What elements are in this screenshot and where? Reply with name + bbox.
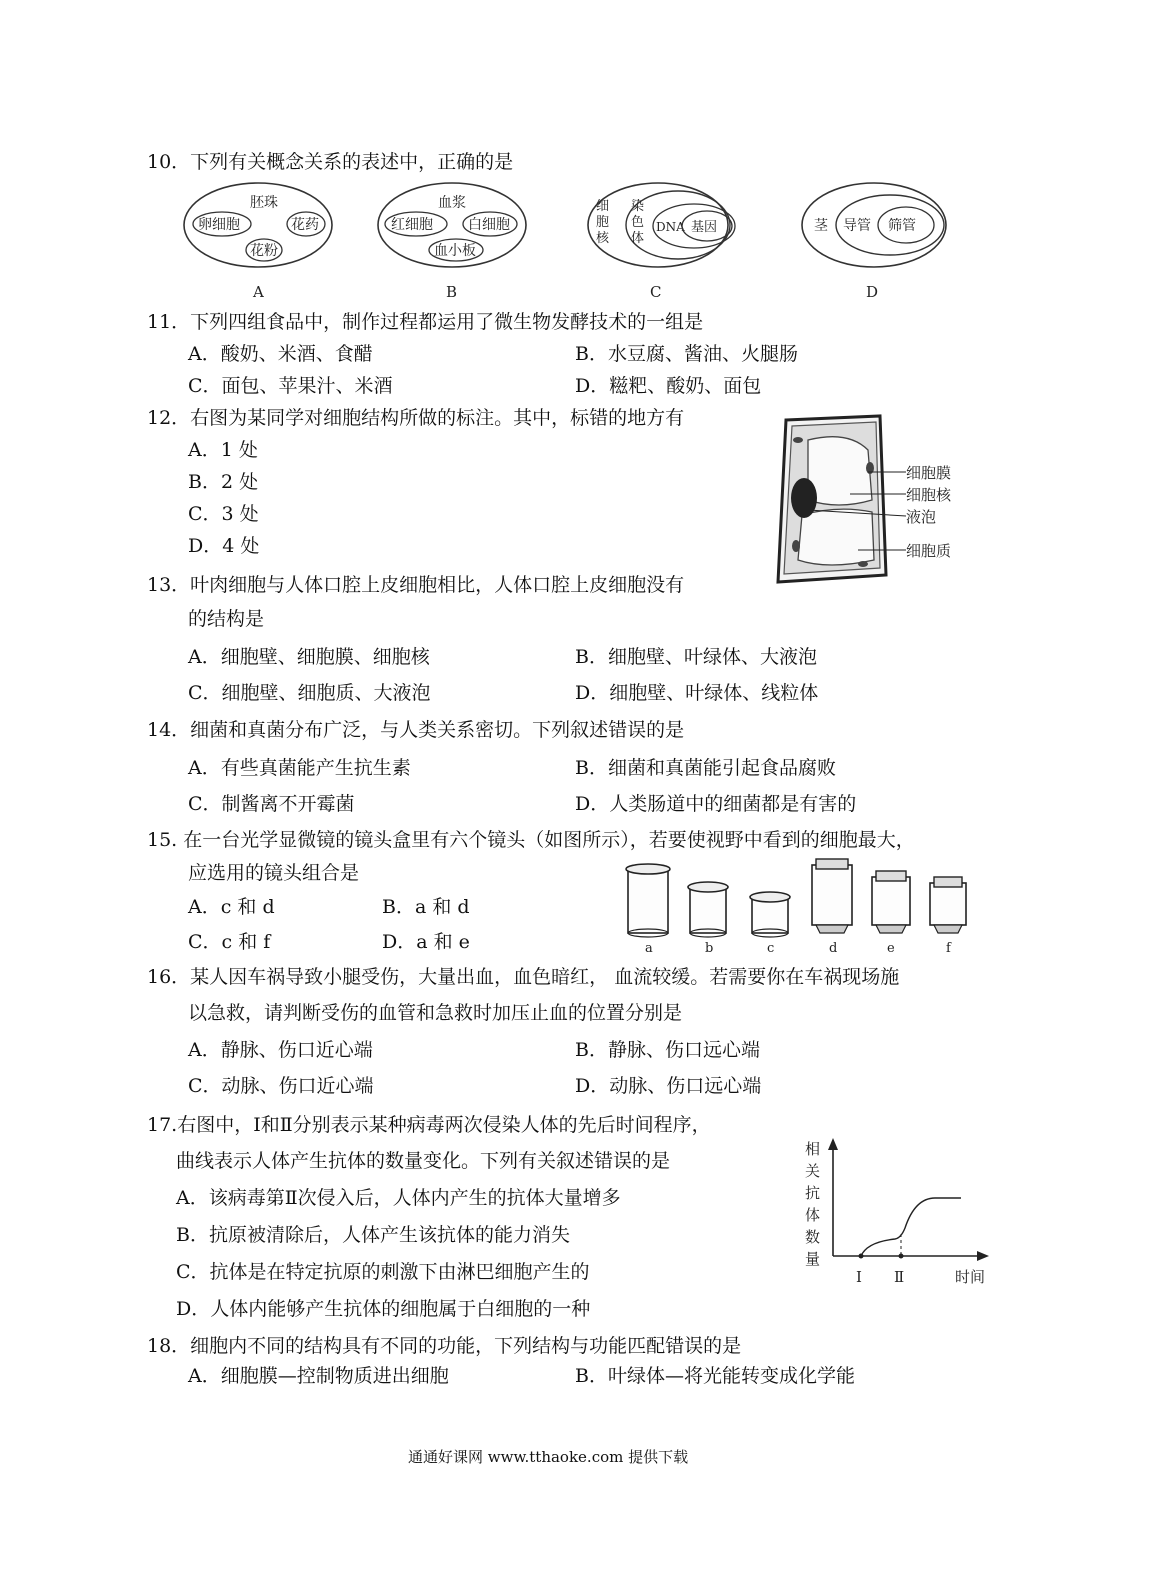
q11-option-b: B．水豆腐、酱油、火腿肠 [575,343,798,365]
q14-option-d: D．人类肠道中的细菌都是有害的 [575,793,857,815]
q15-option-a: A．c 和 d [188,896,275,918]
q13-stem-2: 的结构是 [188,608,265,630]
lens-figure [618,855,978,960]
svg-text:红细胞: 红细胞 [391,217,433,233]
q14-option-a: A．有些真菌能产生抗生素 [188,757,411,779]
q12-option-a: A．1 处 [188,439,258,461]
svg-text:花粉: 花粉 [250,243,278,259]
lens-c [750,892,790,956]
svg-text:染色体: 染色体 [631,199,645,246]
q16-option-d: D．动脉、伤口远心端 [575,1075,762,1097]
label-c: C [650,283,662,300]
graph-t1: Ⅰ [856,1268,862,1286]
label-cell-membrane: 细胞膜 [906,464,952,482]
q17-option-d: D．人体内能够产生抗体的细胞属于白细胞的一种 [176,1298,591,1320]
q15-stem-2: 应选用的镜头组合是 [188,862,360,884]
svg-text:筛管: 筛管 [888,218,916,234]
q14-option-b: B．细菌和真菌能引起食品腐败 [575,757,836,779]
svg-text:b: b [705,941,714,956]
svg-text:血小板: 血小板 [434,243,476,259]
svg-text:血浆: 血浆 [438,195,466,211]
q13-option-c: C．细胞壁、细胞质、大液泡 [188,682,431,704]
q16-option-a: A．静脉、伤口近心端 [188,1039,373,1061]
q13-option-b: B．细胞壁、叶绿体、大液泡 [575,646,817,668]
q16-option-c: C．动脉、伤口近心端 [188,1075,374,1097]
q12-stem: 12．右图为某同学对细胞结构所做的标注。其中，标错的地方有 [147,407,685,429]
q18-option-a: A．细胞膜—控制物质进出细胞 [188,1365,449,1387]
q13-option-d: D．细胞壁、叶绿体、线粒体 [575,682,819,704]
q10-diagram-a [184,183,332,267]
footer-source: 通通好课网 www.tthaoke.com 提供下载 [408,1448,689,1466]
q12-option-c: C．3 处 [188,503,259,525]
q15-option-d: D．a 和 e [382,931,470,953]
label-nucleus: 细胞核 [906,486,952,504]
q14-option-c: C．制酱离不开霉菌 [188,793,355,815]
q11-option-c: C．面包、苹果汁、米酒 [188,375,393,397]
svg-text:花药: 花药 [291,217,319,233]
q16-stem: 16．某人因车祸导致小腿受伤，大量出血，血色暗红， 血流较缓。若需要你在车祸现场施 [147,966,900,988]
q17-stem-2: 曲线表示人体产生抗体的数量变化。下列有关叙述错误的是 [176,1150,671,1172]
svg-text:c: c [767,941,775,956]
q13-option-a: A．细胞壁、细胞膜、细胞核 [188,646,430,668]
q11-stem: 11．下列四组食品中，制作过程都运用了微生物发酵技术的一组是 [147,311,704,333]
svg-text:DNA: DNA [656,220,685,234]
q12-option-b: B．2 处 [188,471,259,493]
q18-stem: 18．细胞内不同的结构具有不同的功能，下列结构与功能匹配错误的是 [147,1335,742,1357]
label-b: B [446,283,458,300]
svg-text:e: e [887,941,895,956]
q10-diagrams [180,180,980,300]
svg-text:d: d [829,941,838,956]
q11-option-d: D．糍粑、酸奶、面包 [575,375,762,397]
q15-stem: 15. 在一台光学显微镜的镜头盒里有六个镜头（如图所示），若要使视野中看到的细胞最大， [147,829,915,851]
svg-text:a: a [645,941,653,956]
svg-text:f: f [946,941,951,956]
antibody-graph [795,1132,995,1292]
graph-t2: Ⅱ [894,1268,905,1286]
lens-f [930,877,966,956]
label-a: A [253,283,264,300]
graph-xlabel: 时间 [955,1268,986,1286]
q11-option-a: A．酸奶、米酒、食醋 [188,343,373,365]
q13-stem: 13．叶肉细胞与人体口腔上皮细胞相比，人体口腔上皮细胞没有 [147,574,685,596]
lens-e [872,871,910,956]
label-vacuole: 液泡 [906,508,937,526]
plant-cell-figure [768,410,978,590]
svg-text:卵细胞: 卵细胞 [198,217,240,233]
q10-diagram-d [802,183,946,267]
q15-option-b: B．a 和 d [382,896,470,918]
lens-d [812,859,852,956]
q16-option-b: B．静脉、伤口远心端 [575,1039,760,1061]
q10-stem: 10．下列有关概念关系的表述中，正确的是 [147,151,514,173]
graph-ylabel: 相 关 抗 体 数 量 [805,1140,821,1268]
svg-text:细胞核: 细胞核 [596,199,610,246]
q10-diagram-b [378,183,526,267]
svg-text:茎: 茎 [814,218,828,234]
q17-option-a: A．该病毒第Ⅱ次侵入后，人体内产生的抗体大量增多 [176,1187,621,1209]
svg-text:白细胞: 白细胞 [468,217,510,233]
q17-option-c: C．抗体是在特定抗原的刺激下由淋巴细胞产生的 [176,1261,590,1283]
q18-option-b: B．叶绿体—将光能转变成化学能 [575,1365,855,1387]
q10-diagram-c [588,183,735,267]
a-outer-label: 胚珠 [250,195,278,211]
q15-option-c: C．c 和 f [188,931,271,953]
svg-text:基因: 基因 [691,220,718,235]
q17-stem: 17.右图中，Ⅰ和Ⅱ分别表示某种病毒两次侵染人体的先后时间程序， [147,1114,711,1136]
lens-b [688,882,728,956]
q14-stem: 14．细菌和真菌分布广泛，与人类关系密切。下列叙述错误的是 [147,719,685,741]
svg-text:导管: 导管 [843,218,871,234]
q12-option-d: D．4 处 [188,535,260,557]
label-cytoplasm: 细胞质 [906,542,952,560]
q16-stem-2: 以急救，请判断受伤的血管和急救时加压止血的位置分别是 [188,1002,683,1024]
q17-option-b: B．抗原被清除后，人体产生该抗体的能力消失 [176,1224,570,1246]
label-d: D [866,283,879,300]
lens-a [626,864,670,956]
